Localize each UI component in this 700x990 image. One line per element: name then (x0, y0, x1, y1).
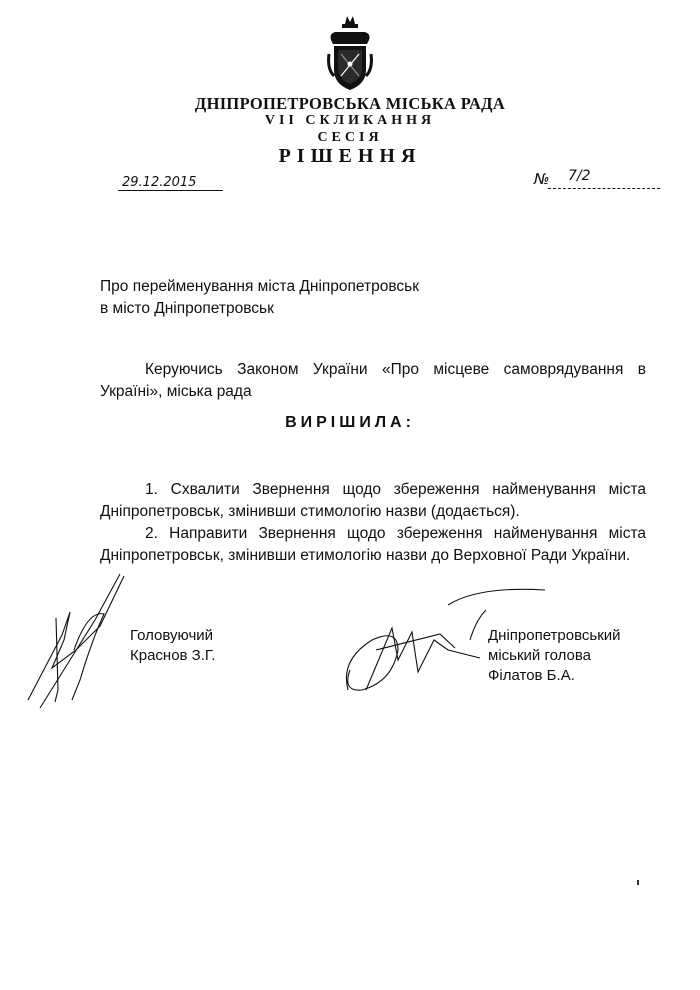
right-signature-title-1: Дніпропетровський (488, 627, 621, 644)
convocation: VII СКЛИКАННЯ (264, 113, 436, 128)
resolution-item-2: 2. Направити Звернення щодо збереження найменування міста Дніпропетровськ, змінивши етимологію назви до Верховної Ради України. (100, 525, 646, 564)
right-signature-name: Філатов Б.А. (488, 667, 575, 684)
left-signature-title: Головуючий (130, 627, 214, 644)
decision-date: 29.12.2015 (122, 175, 197, 190)
right-signature-title-2: міський голова (488, 647, 592, 664)
scan-speck (637, 880, 639, 885)
council-name: ДНІПРОПЕТРОВСЬКА МІСЬКА РАДА (194, 94, 506, 113)
number-label: № (534, 170, 550, 188)
preamble: Керуючись Законом України «Про місцеве самоврядування в Україні», міська рада (100, 361, 646, 400)
subject-line-2: в місто Дніпропетровськ (100, 300, 274, 317)
session-label: СЕСІЯ (317, 130, 383, 145)
document-type: РІШЕННЯ (278, 145, 422, 167)
decided-heading: ВИРІШИЛА: (285, 414, 415, 431)
left-signature-name: Краснов З.Г. (130, 647, 216, 664)
left-signature-block (130, 626, 215, 666)
subject-line-1: Про перейменування міста Дніпропетровськ (100, 278, 420, 295)
decision-number: 7/2 (568, 168, 591, 184)
resolution-item-1: 1. Схвалити Звернення щодо збереження найменування міста Дніпропетровськ, змінивши стимологію назви (додається). (100, 481, 646, 520)
left-signature (28, 574, 124, 708)
right-signature-block (488, 626, 621, 686)
